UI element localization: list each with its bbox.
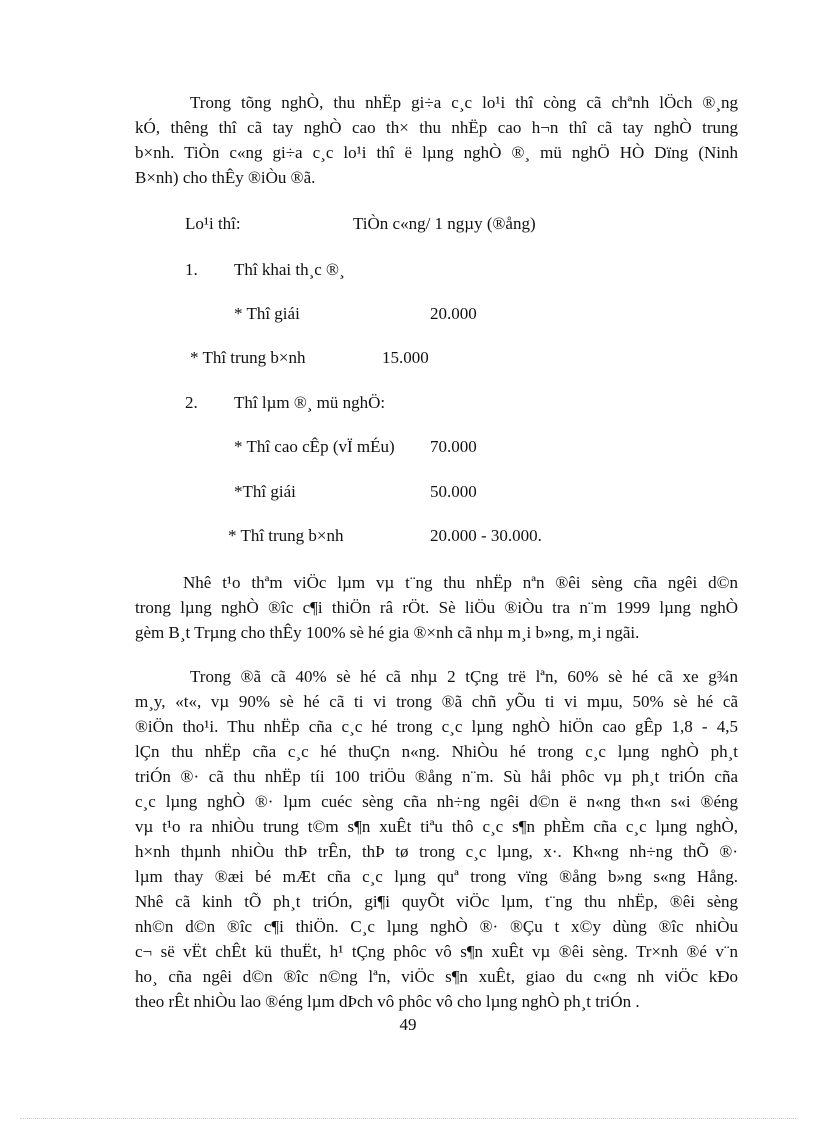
- wage-row-value: 70.000: [430, 437, 477, 456]
- text-line: c¬ së vËt chÊt kü thuËt, h¹ tÇng phôc vô s¶n xuÊt vµ ®êi sèng. Tr×nh ®é v¨n: [135, 942, 738, 961]
- text-line: triÓn ®· cã thu nhËp tíi 100 triÖu ®ång n¨m. Sù håi phôc vµ ph¸t triÓn cña: [135, 767, 738, 786]
- text-line: b×nh. TiÒn c«ng gi÷a c¸c lo¹i thî ë lµng nghÒ ®¸ mü nghÖ HÒ Dïng (Ninh: [135, 143, 738, 162]
- paragraph-living-standards: [135, 570, 738, 645]
- text-line: m¸y, «t«, vµ 90% sè hé cã ti vi trong ®ã chñ yÕu ti vi mµu, 50% sè hé cã: [135, 692, 738, 711]
- text-line: Nhê cã kinh tÕ ph¸t triÓn, gi¶i quyÕt viÖc lµm, t¨ng thu nhËp, ®êi sèng: [135, 892, 738, 911]
- text-line: vµ t¹o ra nhiÒu trung t©m s¶n xuÊt tiªu thô c¸c s¶n phÈm cña c¸c lµng nghÒ,: [135, 817, 738, 836]
- text-line: c¸c lµng nghÒ ®· lµm cuéc sèng cña nh÷ng ngêi d©n ë n«ng th«n s«i ®éng: [135, 792, 738, 811]
- text-line: trong lµng nghÒ ®îc c¶i thiÖn râ rÖt. Sè liÖu ®iÒu tra n¨m 1999 lµng nghÒ: [135, 598, 738, 617]
- paragraph-household-statistics: [135, 664, 738, 1014]
- text-line: h×nh thµnh nhiÒu thÞ trÊn, thÞ tø trong c¸c lµng, x·. Kh«ng nh÷ng thÕ ®·: [135, 842, 738, 861]
- text-line: theo rÊt nhiÒu lao ®éng lµm dÞch vô phôc vô cho lµng nghÒ ph¸t triÓn .: [135, 992, 640, 1011]
- text-line: lÇn thu nhËp cña c¸c hé thuÇn n«ng. NhiÒu hé trong c¸c lµng nghÒ ph¸t: [135, 742, 738, 761]
- wage-row-label: * Thî trung b×nh: [190, 348, 306, 367]
- wage-row-label: * Thî giái: [234, 304, 300, 323]
- wage-row-value: 20.000 - 30.000.: [430, 526, 542, 545]
- text-line: Trong tõng nghÒ, thu nhËp gi÷a c¸c lo¹i thî còng cã chªnh lÖch ®¸ng: [190, 93, 738, 112]
- group-title: Thî khai th¸c ®¸: [234, 260, 345, 279]
- text-line: Trong ®ã cã 40% sè hé cã nhµ 2 tÇng trë lªn, 60% sè hé cã xe g¾n: [190, 667, 738, 686]
- table-header-worker-type: Lo¹i thî:: [185, 214, 241, 233]
- table-header-daily-wage: TiÒn c«ng/ 1 ngµy (®ång): [353, 214, 536, 233]
- page-bottom-border: [20, 1118, 796, 1119]
- text-line: kÓ, thêng thî cã tay nghÒ cao th× thu nhËp cao h¬n thî cã tay nghÒ trung: [135, 118, 738, 137]
- text-line: nh©n d©n ®îc c¶i thiÖn. C¸c lµng nghÒ ®· ®Çu t x©y dùng ®îc nhiÒu: [135, 917, 738, 936]
- text-line: lµm thay ®æi bé mÆt cña c¸c lµng quª trong vïng ®ång b»ng s«ng Hång.: [135, 867, 738, 886]
- text-line: Nhê t¹o thªm viÖc lµm vµ t¨ng thu nhËp nªn ®êi sèng cña ngêi d©n: [183, 573, 738, 592]
- text-line: B×nh) cho thÊy ®iÒu ®ã.: [135, 168, 316, 187]
- wage-row-value: 15.000: [382, 348, 429, 367]
- paragraph-income-differences: [135, 90, 738, 190]
- text-line: ho¸ cña ngêi d©n ®îc n©ng lªn, viÖc s¶n xuÊt, giao du c«ng nh viÖc kÐo: [135, 967, 738, 986]
- group-number: 1.: [185, 260, 198, 279]
- wage-row-value: 50.000: [430, 482, 477, 501]
- page-number: 49: [399, 1015, 417, 1034]
- text-line: ®iÖn tho¹i. Thu nhËp cña c¸c hé trong c¸c lµng nghÒ hiÖn cao gÊp 1,8 - 4,5: [135, 717, 738, 736]
- wage-row-value: 20.000: [430, 304, 477, 323]
- text-line: gèm B¸t Trµng cho thÊy 100% sè hé gia ®×nh cã nhµ m¸i b»ng, m¸i ngãi.: [135, 623, 640, 642]
- wage-row-label: * Thî trung b×nh: [228, 526, 344, 545]
- group-title: Thî lµm ®¸ mü nghÖ:: [234, 393, 386, 412]
- wage-row-label: * Thî cao cÊp (vÏ mÉu): [234, 437, 395, 456]
- wage-row-label: *Thî giái: [234, 482, 296, 501]
- group-number: 2.: [185, 393, 198, 412]
